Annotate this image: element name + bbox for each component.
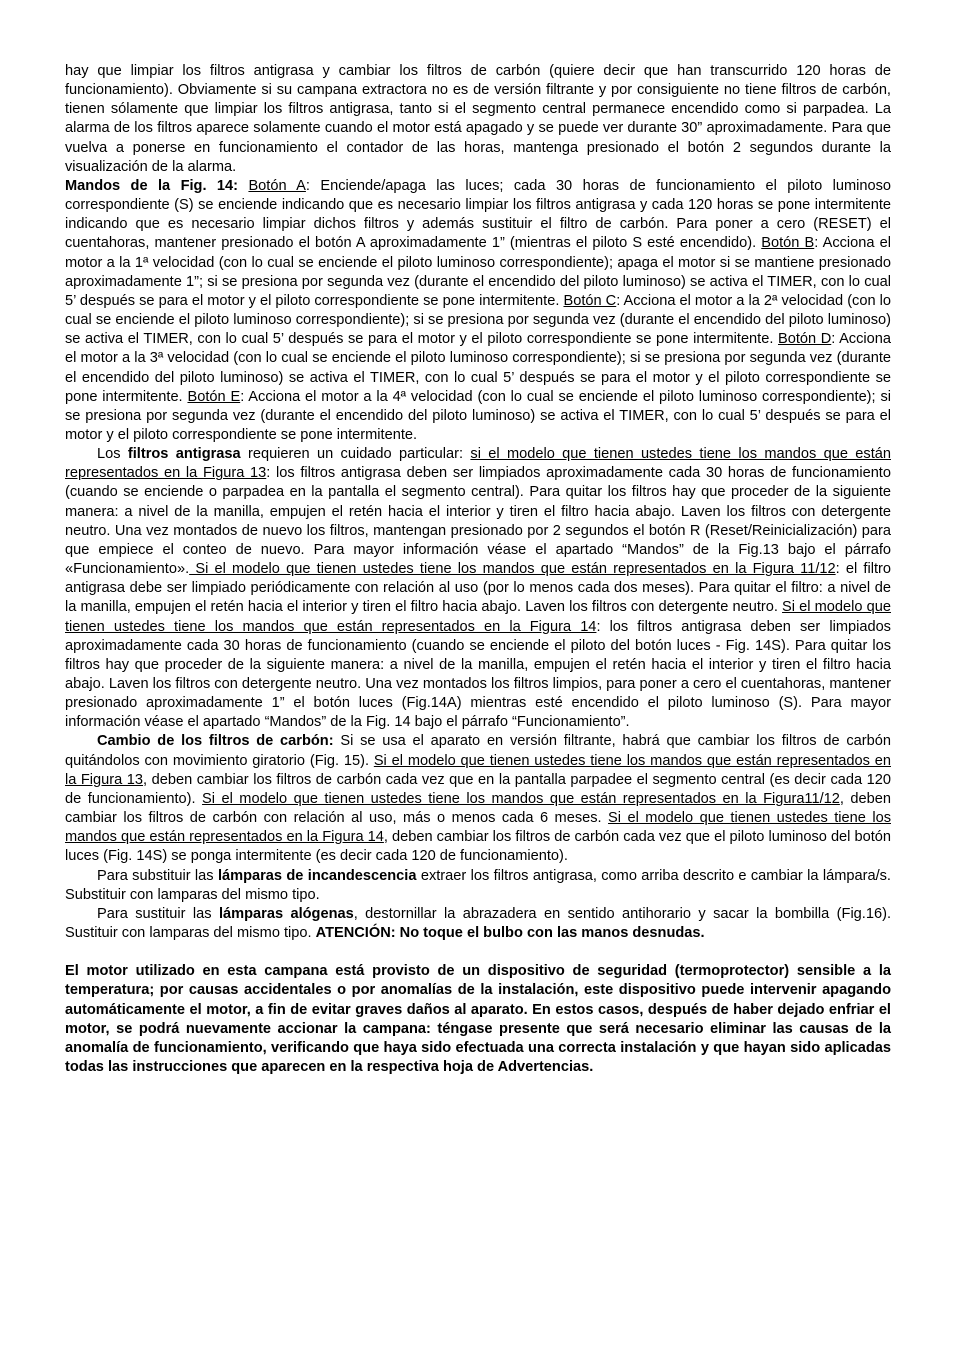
text-run: Para substituir las [97, 867, 218, 884]
text-run: Para sustituir las [97, 905, 219, 922]
button-c-label: Botón C [563, 292, 617, 309]
condition-figure-14: Si el modelo que tienen ustedes tiene los mandos que están representados en la Figura 14 [65, 810, 891, 846]
section-heading-fig14: Mandos de la Fig. 14: [65, 177, 239, 194]
text-run: , deben cambiar los filtros de carbón cada vez que en la pantalla parpadee el segmento central (es decir cada 120 de funcionamiento). [65, 771, 891, 807]
term-incandescent-lamps: lámparas de incandescencia [217, 867, 417, 884]
button-a-description: : Enciende/apaga las luces; cada 30 horas de funcionamiento el piloto luminoso correspondiente (S) se enciende indicando que es necesario limpiar los filtros antigrasa y cada 120 horas se pone intermitente indicando que es necesario limpiar dichos filtros y además sustituir el filtro de carbón. Para poner a cero (RESET) el cuentahoras, mantener presionado el botón A aproximadamente 1” (mientras el piloto S esté encendido). [65, 177, 892, 252]
text-run: , destornillar la abrazadera en sentido antihorario y sacar la bombilla (Fig.16). Sustituir con lamparas del mismo tipo. [65, 905, 892, 942]
attention-note: ATENCIÓN: No toque el bulbo con las manos desnudas. [315, 925, 705, 942]
condition-figure-13: Si el modelo que tienen ustedes tiene los mandos que están representados en la Figura 13 [65, 752, 891, 788]
text-run: , deben cambiar los filtros de carbón cada vez que el piloto luminoso del botón luces (Fig. 14S) se ponga intermitente (es decir cada 120 de funcionamiento). [65, 829, 891, 865]
button-d-description: : Acciona el motor a la 3ª velocidad (con lo cual se enciende el piloto luminoso correspondiente); si se presiona por segunda vez (durante el encendido del piloto luminoso) se activa el TIMER, con lo cual 5’ después se para el motor y el piloto correspondiente se pone intermitente. [65, 331, 891, 405]
text-run: Los [97, 446, 128, 463]
text-run: requieren un cuidado particular: [240, 446, 471, 463]
button-a-label: Botón A [248, 177, 306, 194]
term-grease-filters: filtros antigrasa [127, 446, 241, 463]
text-run: : los filtros antigrasa deben ser limpiados aproximadamente cada 30 horas de funcionamiento (cuando se enciende el piloto del botón luces - Fig. 14S). Para quitar los filtros hay que proceder de la siguiente manera: a nivel de la manilla, empujen el retén hacia el interior y tiren el filtro hacia abajo. Laven los filtros con detergente neutro. Una vez montados los filtros limpios, para poner a cero el cuentahoras, mantener presionado aproximadamente 1” el botón luces (Fig.14A) mientras esté encendido el piloto luminoso (S). Para mayor información véase el apartado “Mandos” de la Fig. 14 bajo el párrafo “Funcionamiento”. [65, 618, 891, 731]
button-b-description: : Acciona el motor a la 1ª velocidad (con lo cual se enciende el piloto luminoso correspondiente); apaga el motor si se mantiene presionado aproximadamente 1”; si se presiona por segunda vez (durante el encendido del piloto luminoso) se activa el TIMER, con lo cual 5’ después se para el motor y el piloto correspondiente se pone intermitente. [65, 235, 891, 309]
button-e-label: Botón E [187, 388, 241, 405]
text-run: : el filtro antigrasa debe ser limpiado periódicamente con relación al uso (por lo menos cada dos meses). Para quitar el filtro: a nivel de la manilla, empujen el retén hacia el interior y tiren el filtro hacia abajo. Laven los filtros con detergente neutro. [65, 561, 891, 616]
paragraph-carbon-filters [65, 732, 891, 866]
paragraph-text: hay que limpiar los filtros antigrasa y cambiar los filtros de carbón (quiere decir que han transcurrido 120 horas de funcionamiento). Obviamente si su campana extractora no es de versión filtrante y por consiguiente no tiene filtros de carbón, tienen sólamente que limpiar los filtros antigrasa, tanto si el segmento central permanece encendido como si parpadea. La alarma de los filtros aparece solamente cuando el motor está apagado y se puede ver durante 30” aproximadamente. Para que vuelva a ponerse en funcionamiento el contador de las horas, mantenga presionado el botón 2 segundos durante la visualización de la alarma. [65, 63, 891, 175]
paragraph-incandescent-lamps [65, 867, 891, 905]
condition-figure-14: Si el modelo que tienen ustedes tiene los mandos que están representados en la Figura 14 [65, 599, 891, 635]
paragraph-fig14-controls [65, 177, 891, 445]
button-e-description: : Acciona el motor a la 4ª velocidad (con lo cual se enciende el piloto luminoso correspondiente); si se presiona por segunda vez (durante el encendido del piloto luminoso) se activa el TIMER, con lo cual 5’ después se para el motor y el piloto correspondiente se pone intermitente. [65, 388, 891, 443]
button-d-label: Botón D [777, 331, 832, 348]
document-page [65, 62, 891, 1077]
paragraph-spacer [65, 943, 891, 962]
button-c-description: : Acciona el motor a la 2ª velocidad (con lo cual se enciende el piloto luminoso correspondiente); si se presiona por segunda vez (durante el encendido del piloto luminoso) se activa el TIMER, con lo cual 5’ después se para el motor y el piloto correspondiente se pone intermitente. [65, 292, 892, 348]
term-halogen-lamps: lámparas alógenas [218, 905, 354, 922]
section-heading-carbon-filters: Cambio de los filtros de carbón: [97, 733, 334, 750]
condition-figure-11-12: Si el modelo que tienen ustedes tiene los mandos que están representados en la Figura 11/12 [189, 561, 836, 578]
text-run: extraer los filtros antigrasa, como arriba descrito e cambiar la lámpara/s. Substituir con lamparas del mismo tipo. [65, 867, 891, 903]
button-b-label: Botón B [761, 235, 815, 252]
condition-figure-11-12: Si el modelo que tienen ustedes tiene los mandos que están representados en la Figura11/12 [202, 790, 840, 807]
paragraph-filter-alarm [65, 62, 891, 177]
paragraph-grease-filters [65, 445, 891, 732]
paragraph-thermal-protector-warning: El motor utilizado en esta campana está provisto de un dispositivo de seguridad (termoprotector) sensible a la temperatura; por causas accidentales o por anomalías de la instalación, este dispositivo puede intervenir apagando automáticamente el motor, a fin de evitar graves daños al aparato. En estos casos, después de haber dejado enfriar el motor, se podrá nuevamente accionar la campana: téngase presente que será necesario eliminar las causas de la anomalía de funcionamiento, verificando que haya sido efectuada una correcta instalación y que hayan sido aplicadas todas las instrucciones que aparecen en la respectiva hoja de Advertencias. [65, 963, 891, 1075]
text-run: Si se usa el aparato en versión filtrante, habrá que cambiar los filtros de carbón quitándolos con movimiento giratorio (Fig. 15). [65, 733, 891, 769]
paragraph-halogen-lamps [65, 905, 891, 943]
text-run: , deben cambiar los filtros de carbón con relación al uso, más o menos cada 6 meses. [65, 790, 891, 827]
text-run: : los filtros antigrasa deben ser limpiados aproximadamente cada 30 horas de funcionamiento (cuando se enciende o parpadea en la pantalla el segmento central). Para quitar los filtros hay que proceder de la siguiente manera: a nivel de la manilla, empujen el retén hacia el interior y tiren el filtro hacia abajo. Laven los filtros con detergente neutro. Una vez montados de nuevo los filtros, mantengan presionado por 2 segundos el botón R (Reset/Reinicialización) para que empiece el conteo de nuevo. Para mayor información véase el apartado “Mandos” de la Fig.13 bajo el párrafo «Funcionamiento». [65, 465, 891, 578]
condition-figure-13: si el modelo que tienen ustedes tiene los mandos que están representados en la Figura 13 [65, 446, 891, 482]
